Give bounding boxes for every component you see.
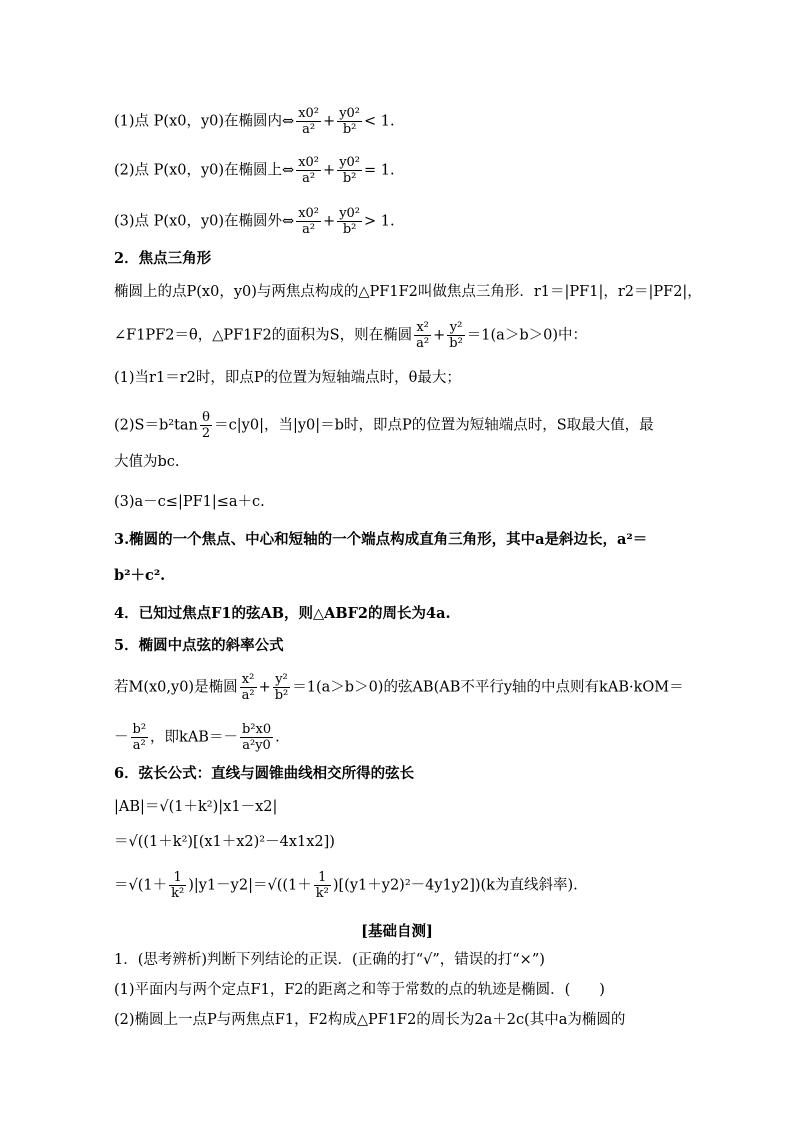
text: ＝c|y0|，当|y0|＝b时，即点P的位置为短轴端点时，S取最大值，最 [214, 417, 654, 434]
denominator: 2 [201, 426, 211, 441]
text: － [114, 729, 129, 746]
denominator: a² [302, 171, 316, 186]
line-outside: (3)点 P(x0，y0)在椭圆外⇔ $\frac{\text{x0²}}{\text{a²}}$ + $\frac{\text{y0²}}{\text{b²}}$ > 1. [114, 206, 395, 237]
heading-midpoint-chord: 5．椭圆中点弦的斜率公式 [114, 637, 284, 654]
text: (1)点 [114, 113, 154, 130]
fraction-y-over-b2 [337, 106, 362, 137]
paragraph: b²＋c². [114, 567, 166, 584]
fraction-y2-over-b2 [273, 672, 291, 703]
paragraph: ∠F1PF2＝θ，△PF1F2的面积为S，则在椭圆 $\frac{\text{x²}}{\text{a²}}$ + $\frac{\text{y²}}{\text{b²}}$ ＝1(a＞b＞0)中： [114, 320, 587, 351]
heading-chord-length: 6．弦长公式：直线与圆锥曲线相交所得的弦长 [114, 765, 415, 782]
numerator: y0² [339, 155, 361, 170]
formula-line [114, 870, 578, 901]
paragraph: (3)a－c≤|PF1|≤a＋c. [114, 494, 265, 510]
fraction-1-over-k2 [314, 870, 331, 901]
numerator: θ [200, 410, 212, 426]
text: 在椭圆上⇔ [224, 162, 295, 179]
denominator: b² [342, 222, 357, 237]
formula-line: ＝√((1＋k²)[(x1＋x2)²－4x1x2]) [114, 834, 335, 850]
point-label: P(x0，y0) [153, 213, 225, 230]
paragraph: (1)当r1＝r2时，即点P的位置为短轴端点时，θ最大； [114, 370, 461, 386]
paragraph: 3.椭圆的一个焦点、中心和短轴的一个端点构成直角三角形，其中a是斜边长，a²＝ [114, 531, 648, 548]
text: 在椭圆内⇔ [224, 113, 295, 130]
text: ＝1(a＞b＞0)的弦AB(AB不平行y轴的中点则有kAB·kOM＝ [292, 679, 684, 696]
numerator: 1 [169, 870, 186, 886]
text: (2)S＝b²tan [114, 417, 198, 434]
paragraph: 若M(x0,y0)是椭圆 $\frac{\text{x²}}{\text{a²}}$ + $\frac{\text{y²}}{\text{b²}}$ ＝1(a＞b＞0)的弦AB(AB不平行y轴的中点则有kAB·kOM＝ [114, 672, 684, 703]
text: 在椭圆外⇔ [224, 213, 295, 230]
denominator: b² [342, 122, 357, 137]
numerator: 1 [314, 870, 331, 886]
text: ∠F1PF2＝θ，△PF1F2的面积为S，则在椭圆 [114, 327, 413, 344]
denominator: b² [274, 688, 289, 703]
denominator: k² [171, 886, 185, 901]
numerator: y0² [339, 206, 361, 221]
numerator: y² [447, 320, 465, 336]
denominator: b² [449, 336, 463, 351]
text: ＝√(1＋ [114, 877, 168, 894]
numerator: y0² [339, 106, 361, 121]
text: = 1. [364, 162, 395, 179]
denominator: a² [132, 738, 146, 753]
fraction-b2x0-over-a2y0 [240, 722, 273, 753]
denominator: a² [302, 122, 316, 137]
denominator: k² [315, 886, 329, 901]
point-label: P(x0，y0) [153, 113, 225, 130]
fraction-y-over-b2 [337, 206, 362, 237]
denominator: a² [241, 688, 255, 703]
text: 若M(x0,y0)是椭圆 [114, 679, 238, 696]
fraction-y-over-b2 [337, 155, 362, 186]
denominator: a²y0 [242, 738, 271, 753]
fraction-x-over-a2 [296, 155, 321, 186]
fraction-b2-over-a2 [131, 722, 149, 753]
heading-focal-triangle: 2．焦点三角形 [114, 250, 212, 267]
line-inside: (1)点 P(x0，y0)在椭圆内⇔ $\frac{\text{x0²}}{\text{a²}}$ + $\frac{\text{y0²}}{\text{b²}}$ < 1. [114, 106, 395, 137]
numerator: y² [273, 672, 291, 688]
text: ＝1(a＞b＞0)中： [466, 327, 587, 344]
fraction-x2-over-a2 [414, 320, 431, 351]
point-label: P(x0，y0) [153, 162, 225, 179]
text: . [275, 729, 280, 746]
text: > 1. [364, 213, 395, 230]
text: ，即kAB＝－ [150, 729, 238, 746]
fraction-x-over-a2 [296, 106, 321, 137]
formula-line: |AB|＝√(1＋k²)|x1－x2| [114, 799, 278, 815]
text: (2)点 [114, 162, 154, 179]
paragraph [114, 410, 654, 441]
fraction-theta-over-2 [200, 410, 212, 441]
fraction-y2-over-b2 [447, 320, 465, 351]
section-heading: [基础自测] [361, 923, 433, 940]
numerator: b²x0 [241, 722, 272, 737]
question-item: (1)平面内与两个定点F1，F2的距离之和等于常数的点的轨迹是椭圆．( ) [114, 982, 605, 998]
question: 1．(思考辨析)判断下列结论的正误．(正确的打“√”，错误的打“×”) [114, 952, 545, 968]
text: < 1. [364, 113, 395, 130]
numerator: b² [132, 722, 147, 737]
paragraph [114, 722, 280, 753]
text: (k为直线斜率). [480, 877, 578, 894]
numerator: x0² [298, 106, 320, 121]
numerator: x² [240, 672, 257, 688]
numerator: x² [414, 320, 431, 336]
paragraph: 椭圆上的点P(x0，y0)与两焦点构成的△PF1F2叫做焦点三角形．r1＝|PF1|，r2＝|PF2|， [114, 284, 702, 300]
text: (3)点 [114, 213, 154, 230]
text: )|y1－y2|＝√((1＋ [188, 877, 312, 894]
numerator: x0² [298, 206, 320, 221]
denominator: a² [302, 222, 316, 237]
fraction-x2-over-a2 [240, 672, 257, 703]
fraction-1-over-k2 [169, 870, 186, 901]
paragraph: 大值为bc. [114, 454, 180, 470]
text: )[(y1＋y2)²－4y1y2]) [332, 877, 481, 894]
paragraph: 4．已知过焦点F1的弦AB，则△ABF2的周长为4a. [114, 605, 451, 622]
numerator: x0² [298, 155, 320, 170]
line-on: (2)点 P(x0，y0)在椭圆上⇔ $\frac{\text{x0²}}{\text{a²}}$ + $\frac{\text{y0²}}{\text{b²}}$ = 1. [114, 155, 395, 186]
fraction-x-over-a2 [296, 206, 321, 237]
question-item: (2)椭圆上一点P与两焦点F1，F2构成△PF1F2的周长为2a＋2c(其中a为椭圆的 [114, 1012, 626, 1028]
denominator: b² [342, 171, 357, 186]
denominator: a² [416, 336, 430, 351]
